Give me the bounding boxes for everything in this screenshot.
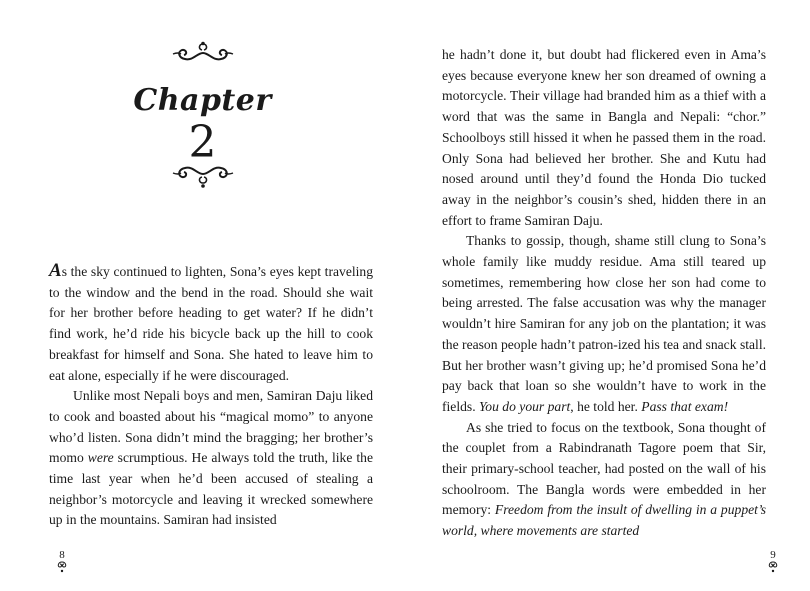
paragraph-text: scrumptious. He always told the truth, like the time last year when he’d been accused of stealing a neighbor’s motorcycle and leaving it wrecked somewhere up in the mountains. Samiran had insisted <box>49 450 373 528</box>
paragraph <box>442 45 766 231</box>
chapter-label: Chapter <box>133 83 272 118</box>
paragraph-text: , he told her. <box>570 398 642 414</box>
drop-cap: A <box>49 260 62 281</box>
page-number-text: 8 <box>59 549 65 561</box>
page-number-text: 9 <box>770 549 776 561</box>
right-body-text <box>442 45 766 542</box>
page-number <box>763 549 783 573</box>
chapter-number: 2 <box>188 117 217 168</box>
paragraph-text: Thanks to gossip, though, shame still clung to Sona’s whole family like muddy residue. Ama still teared up sometimes, remembering how close her son had come to being arrested. The false accusation was why the manager wouldn’t hire Samiran for any job on the plantation; it was the reason people hadn’t patron-ized his tea and snack stall. But her brother wasn’t giving up; he’d promised Sona he’d pay back that loan so she wouldn’t have to work in the fields. <box>442 233 766 414</box>
emphasis-text: were <box>87 450 114 466</box>
paragraph-text: As she tried to focus on the textbook, Sona thought of the couplet from a Rabindranath Tagore poem that Sir, their primary-school teacher, had posted on the wall of his schoolroom. The Bangla words were embedded in her memory: <box>442 419 766 518</box>
paragraph-text: he hadn’t done it, but doubt had flickered even in Ama’s eyes because everyone knew her son dreamed of owning a motorcycle. Their village had branded him as a thief with a word that was the same in Bangla and Nepali: “chor.” Schoolboys still hissed it when he passed them in the road. Only Sona had believed her brother. She and Kutu had nosed around until they’d found the Honda Dio tucked away in the neighbor’s cousin’s shed, hidden there in an effort to frame Samiran Daju. <box>442 47 766 228</box>
small-flourish-icon <box>55 561 69 573</box>
paragraph-text: Unlike most Nepali boys and men, Samiran Daju liked to cook and boasted about his “magical momo” to anyone who’d listen. Sona didn’t mind the bragging; her brother’s momo <box>49 388 373 466</box>
emphasis-text: Freedom from the insult of dwelling in a puppet’s world, where movements are started <box>442 502 766 539</box>
scroll-flourish-icon <box>171 164 235 190</box>
paragraph <box>49 261 373 386</box>
paragraph <box>442 231 766 417</box>
paragraph <box>49 386 373 531</box>
emphasis-text: You do your part <box>479 398 571 414</box>
paragraph <box>442 418 766 542</box>
left-body-text <box>49 261 373 531</box>
right-page <box>405 0 810 591</box>
emphasis-text: Pass that exam! <box>641 398 729 414</box>
page-number <box>52 549 72 573</box>
scroll-flourish-icon <box>171 41 235 63</box>
small-flourish-icon <box>766 561 780 573</box>
paragraph-text: s the sky continued to lighten, Sona’s eyes kept traveling to the window and the bend in the road. Should she wait for her brother before heading to get water? If he didn’t find work, he’d ride his bicycle back up the hill to cook breakfast for himself and Sona. She hated to leave him to eat alone, especially if he were discouraged. <box>49 264 373 383</box>
